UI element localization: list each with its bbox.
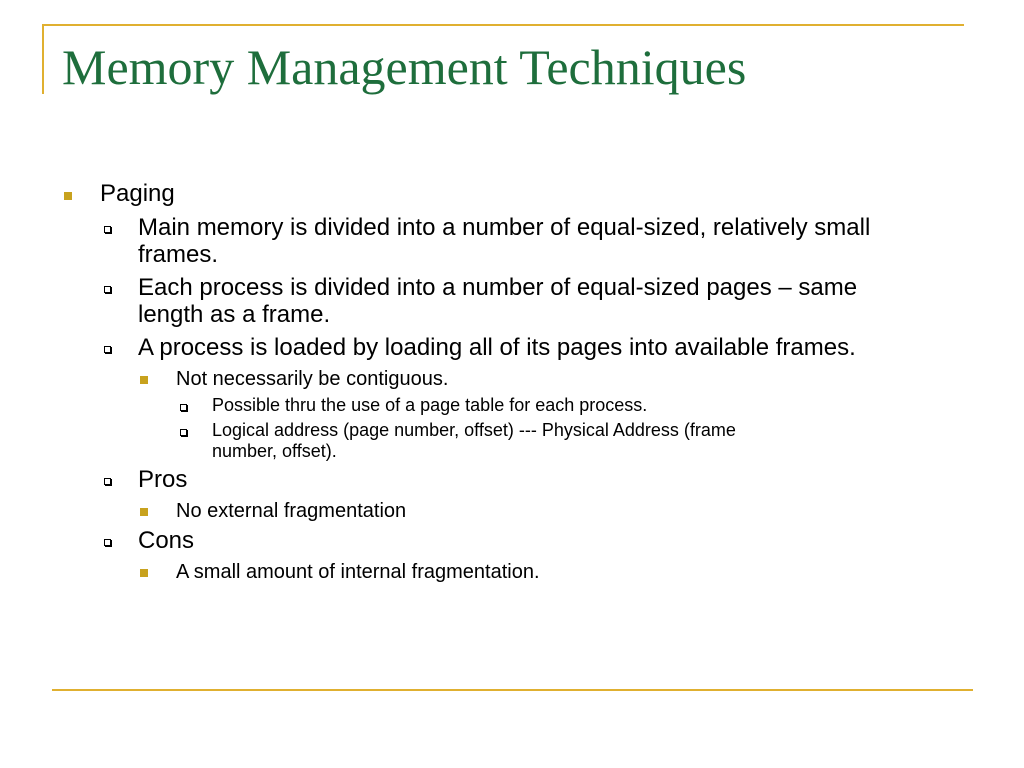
bullet-text: Paging <box>100 180 175 207</box>
slide-content <box>60 180 960 588</box>
box-bullet-icon <box>104 286 111 293</box>
bullet-text: A process is loaded by loading all of its pages into available frames. <box>138 334 856 361</box>
bullet-internal-fragmentation <box>60 560 960 584</box>
bullet-paging <box>60 180 960 208</box>
box-bullet-icon <box>104 226 111 233</box>
square-bullet-icon <box>140 569 148 577</box>
frame-left-rule <box>42 24 44 94</box>
bullet-text: Not necessarily be contiguous. <box>176 368 449 390</box>
box-bullet-icon <box>104 346 111 353</box>
bullet-text: Possible thru the use of a page table for each process. <box>212 395 648 415</box>
bullet-logical-address <box>60 420 772 462</box>
square-bullet-icon <box>64 192 72 200</box>
bullet-main-memory <box>60 214 928 268</box>
box-bullet-icon <box>180 429 187 436</box>
box-bullet-icon <box>180 404 187 411</box>
bullet-no-external-fragmentation <box>60 499 960 523</box>
box-bullet-icon <box>104 478 111 485</box>
bullet-text: Main memory is divided into a number of equal-sized, relatively small frames. <box>138 214 871 268</box>
slide-title: Memory Management Techniques <box>62 39 747 95</box>
frame-bottom-rule <box>52 689 973 691</box>
bullet-text: Cons <box>138 527 195 554</box>
bullet-cons <box>60 527 928 554</box>
square-bullet-icon <box>140 508 148 516</box>
bullet-not-contiguous <box>60 367 960 391</box>
bullet-page-table <box>60 395 772 416</box>
bullet-text: Pros <box>138 466 188 493</box>
square-bullet-icon <box>140 376 148 384</box>
box-bullet-icon <box>104 539 111 546</box>
bullet-text: A small amount of internal fragmentation. <box>176 561 540 583</box>
bullet-pros <box>60 466 928 493</box>
bullet-text: Each process is divided into a number of equal-sized pages – same length as a frame. <box>138 274 858 328</box>
bullet-process-loaded <box>60 334 928 361</box>
bullet-text: Logical address (page number, offset) --- Physical Address (frame number, offset). <box>212 420 736 461</box>
bullet-each-process <box>60 274 928 328</box>
frame-top-rule <box>42 24 964 26</box>
bullet-text: No external fragmentation <box>176 500 407 522</box>
